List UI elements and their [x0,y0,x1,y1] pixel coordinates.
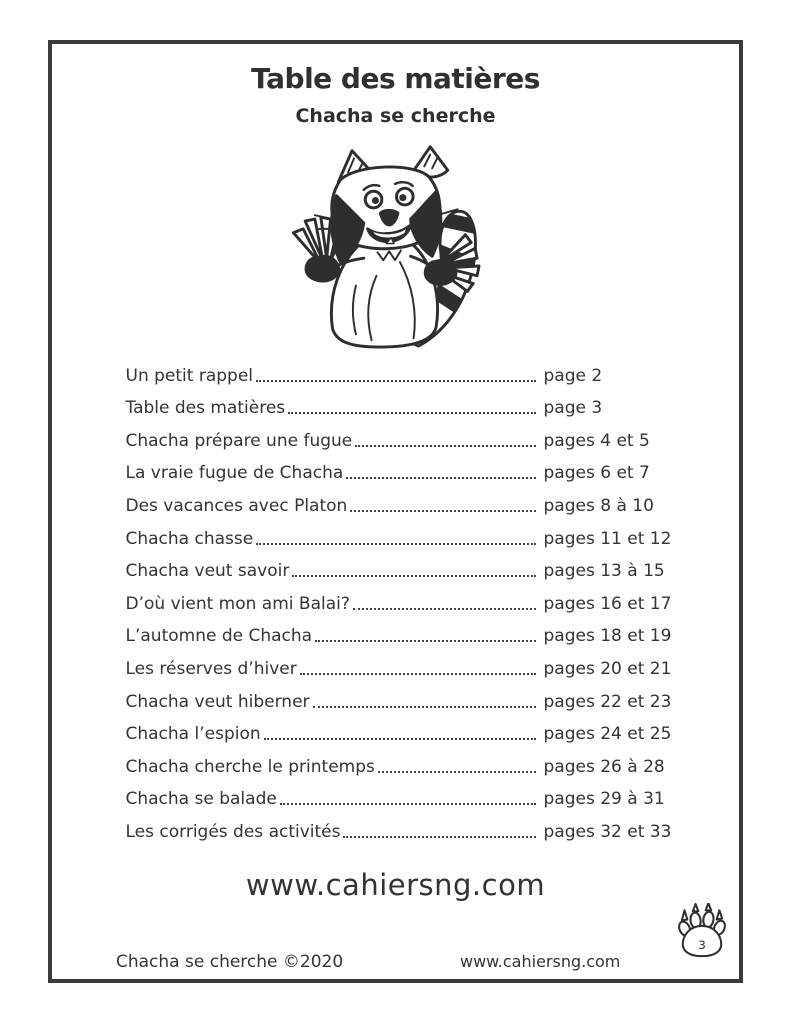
toc-entry-title: Chacha veut savoir [125,561,290,582]
toc-entry-title: Chacha cherche le printemps [125,756,375,777]
page-title: Table des matières [251,62,540,95]
page-border-frame [48,40,743,983]
toc-entry-title: La vraie fugue de Chacha [125,463,344,484]
toc-dot-leader [288,412,535,414]
toc-dot-leader [264,738,536,740]
toc-entry-pages: page 2 [543,365,603,386]
toc-entry-pages: pages 11 et 12 [543,528,672,549]
toc-entry [126,453,666,486]
toc-entry [126,746,666,779]
toc-entry-title: Des vacances avec Platon [125,495,348,516]
toc-entry-pages: pages 29 à 31 [543,789,665,810]
website-url-large: www.cahiersng.com [245,867,546,902]
toc-dot-leader [292,575,535,577]
toc-entry-pages: pages 16 et 17 [543,593,672,614]
toc-dot-leader [313,706,536,708]
page-subtitle: Chacha se cherche [295,105,496,127]
toc-entry-pages: pages 6 et 7 [543,463,650,484]
toc-entry-title: Table des matières [125,398,286,419]
toc-entry [125,714,672,747]
toc-entry-title: L’automne de Chacha [125,626,313,647]
toc-entry-title: Chacha l’espion [125,724,261,745]
toc-dot-leader [346,477,535,479]
toc-entry-pages: pages 20 et 21 [543,658,672,679]
toc-entry-pages: pages 13 à 15 [543,561,665,582]
copyright-text: Chacha se cherche ©2020 [116,952,344,972]
toc-dot-leader [256,543,535,545]
website-url-small: www.cahiersng.com [460,952,621,971]
toc-dot-leader [350,510,535,512]
toc-entry-title: Les corrigés des activités [125,821,341,842]
toc-entry [125,648,672,681]
toc-entry-pages: pages 8 à 10 [543,495,654,516]
toc-dot-leader [280,803,536,805]
toc-entry [125,616,672,649]
toc-entry-pages: pages 26 à 28 [543,756,665,777]
toc-entry-pages: pages 4 et 5 [543,430,650,451]
table-of-contents [125,355,672,844]
toc-entry-title: Chacha veut hiberner [125,691,310,712]
toc-entry [126,388,666,421]
toc-entry-title: Chacha prépare une fugue [125,430,353,451]
toc-entry-title: Chacha se balade [125,789,277,810]
toc-dot-leader [343,836,535,838]
paw-print-icon [673,903,731,958]
toc-dot-leader [353,608,536,610]
toc-entry-pages: pages 24 et 25 [543,724,672,745]
toc-dot-leader [315,640,535,642]
toc-entry [126,355,666,388]
toc-dot-leader [300,673,536,675]
toc-entry [125,583,672,616]
toc-dot-leader [378,771,536,773]
toc-entry [125,811,672,844]
raccoon-mascot-illustration [282,139,510,349]
page-number: 3 [698,937,706,952]
toc-entry [126,485,666,518]
toc-entry-title: Un petit rappel [125,365,253,386]
toc-entry-pages: pages 18 et 19 [543,626,672,647]
toc-entry [126,779,666,812]
toc-dot-leader [256,380,536,382]
toc-entry [126,551,666,584]
toc-entry-title: D’où vient mon ami Balai? [125,593,350,614]
toc-entry [125,681,672,714]
toc-entry-pages: pages 32 et 33 [543,821,672,842]
toc-entry-pages: pages 22 et 23 [543,691,672,712]
toc-entry-pages: page 3 [543,398,603,419]
toc-entry [125,518,672,551]
toc-entry-title: Chacha chasse [125,528,254,549]
toc-entry [126,420,666,453]
toc-entry-title: Les réserves d’hiver [125,658,297,679]
toc-dot-leader [355,445,535,447]
